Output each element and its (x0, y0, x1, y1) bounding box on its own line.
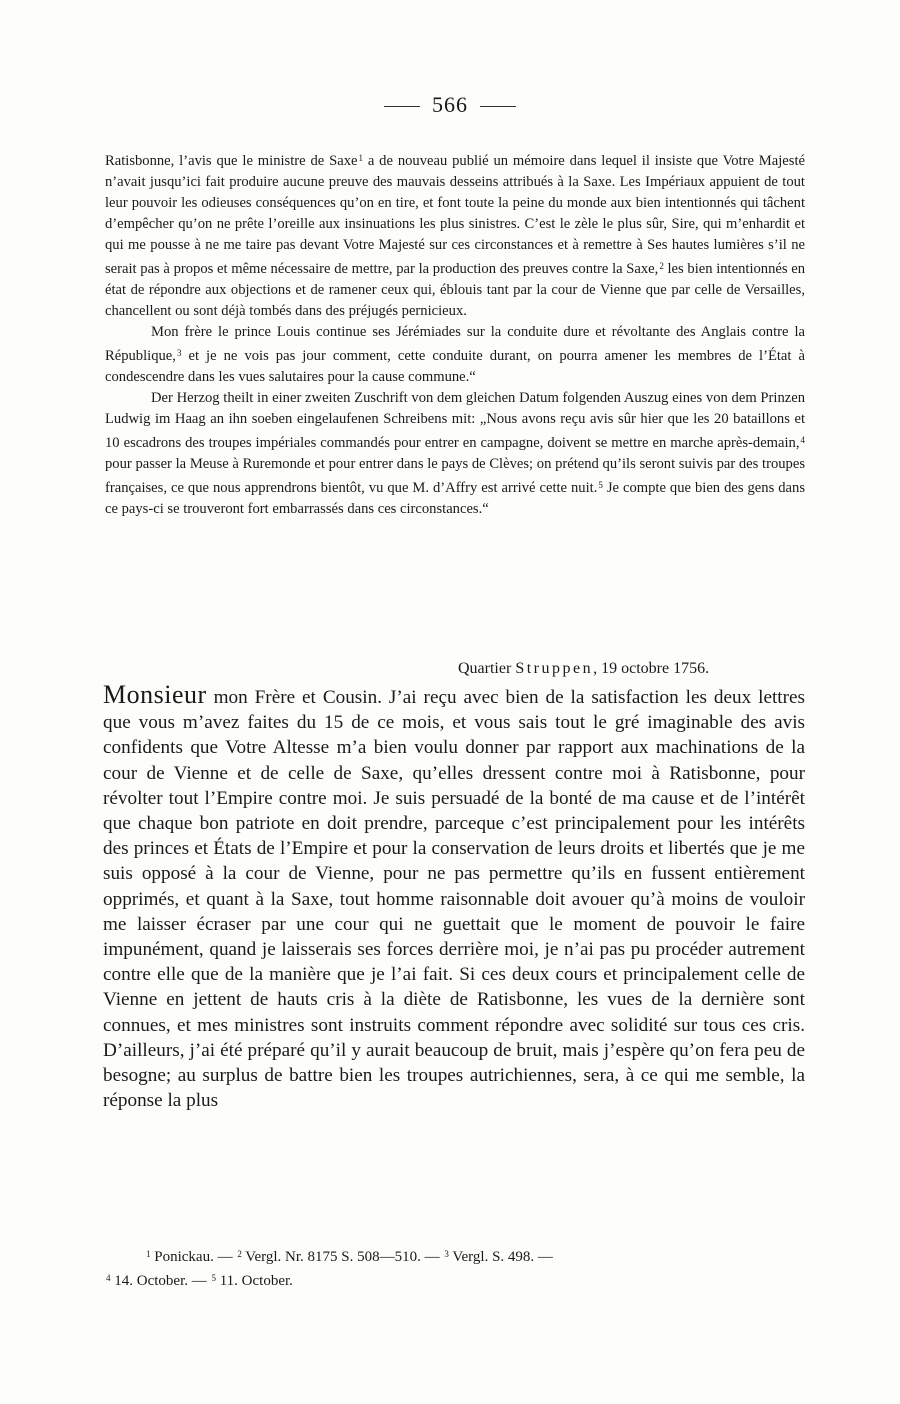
dateline-prefix: Quartier (458, 660, 516, 677)
footnote-1: Ponickau. — (150, 1249, 237, 1265)
footnote-mark-4: 4 (106, 1273, 111, 1283)
text-run: pour passer la Meuse à Ruremonde et pour entrer dans le pays de Clèves; on prétend qu’ils seront suivis par des troupes françaises, ce que nous apprendrons bientôt, vu que M. d’Affry est arrivé cette nuit. (105, 456, 805, 496)
text-run: Mon frère le prince Louis continue ses Jérémiades sur la conduite dure et révoltante des Anglais contre la République, (105, 324, 805, 364)
footnote-2: Vergl. Nr. 8175 S. 508—510. — (241, 1249, 444, 1265)
footnote-ref-1: 1 (358, 153, 363, 163)
letter-salutation-initial: Monsieur (103, 680, 207, 709)
page-number-dash-left (384, 106, 420, 107)
footnote-5: 11. October. (215, 1273, 293, 1289)
footnote-mark-1: 1 (146, 1249, 151, 1259)
page-number-dash-right (480, 106, 516, 107)
quoted-paragraph-2 (105, 322, 805, 388)
footnote-mark-5: 5 (211, 1273, 216, 1283)
footnote-line-2 (105, 1268, 805, 1292)
text-run: et je ne vois pas jour comment, cette conduite durant, on pourra amener les membres de l’État à condescendre dans les vues salutaires pour la cause commune.“ (105, 348, 805, 385)
text-run: a de nouveau publié un mémoire dans lequel il insiste que Votre Majesté n’avait jusqu’ici fait produire aucune preuve des mauvais desseins attribués à la Saxe. Les Impériaux appuient de tout leur pouvoir les odieuses conséquences qu’on en tire, et font toute la peine du monde aux bien intentionnés qui tâchent d’empêcher qu’on ne prête l’oreille aux insinuations les plus sinistres. C’est le zèle le plus sûr, Sire, qui m’enhardit et qui me pousse à ne me taire pas devant Votre Majesté sur ces circonstances et à remettre à Ses hautes lumières s’il ne serait pas à propos et même nécessaire de mettre, par la production des preuves contre la Saxe, (105, 153, 805, 277)
letter-dateline (458, 660, 788, 678)
quoted-paragraph-3 (105, 388, 805, 520)
text-run: les bien intentionnés en état de répondre aux objections et de ramener ceux qui, éblouis tant par la cour de Vienne que par celle de Versailles, chancellent ou sont déjà tombés dans des préjugés pernicieux. (105, 261, 805, 319)
quoted-paragraph-1 (105, 148, 805, 322)
page-number-text: 566 (432, 92, 468, 117)
text-run: Ratisbonne, l’avis que le ministre de Saxe (105, 153, 358, 169)
footnote-mark-2: 2 (237, 1249, 242, 1259)
letter-paragraph (103, 682, 805, 1113)
footnotes (105, 1244, 805, 1292)
footnote-ref-5: 5 (598, 480, 603, 490)
footnote-ref-2: 2 (659, 261, 664, 271)
footnote-4: 14. October. — (110, 1273, 211, 1289)
footnote-mark-3: 3 (444, 1249, 449, 1259)
footnote-line-1 (105, 1244, 805, 1268)
page-number (0, 92, 900, 118)
letter-text: mon Frère et Cousin. J’ai reçu avec bien de la satisfaction les deux lettres que vous m’avez faites du 15 de ce mois, et vous sais tout le gré imaginable des avis confidents que Votre Altesse m’a bien voulu donner par rapport aux machinations de la cour de Vienne et de celle de Saxe, qu’elles dressent contre moi à Ratisbonne, pour révolter tout l’Empire contre moi. Je suis persuadé de la bonté de ma cause et de l’intérêt que chaque bon patriote en doit prendre, parceque c’est principalement pour les intérêts des princes et États de l’Empire et pour la conservation de leurs droits et libertés que je me suis opposé à la cour de Vienne, pour ne pas permettre qu’ils en fussent entièrement opprimés, et quant à la Saxe, tout homme raisonnable doit avouer qu’à moins de vouloir me laisser écraser par une cour qui ne guettait que le moment de pouvoir le faire impunément, quand je laisserais ses forces derrière moi, je n’ai pas pu procéder autrement contre elle que de la manière que je l’ai fait. Si ces deux cours et principalement celle de Vienne en jettent de hauts cris à la diète de Ratisbonne, les vues de la dernière sont connues, et mes ministres sont instruits comment répondre avec solidité sur tous ces cris. D’ailleurs, j’ai été préparé qu’il y aurait beaucoup de bruit, mais j’espère qu’on fera peu de besogne; au surplus de battre bien les troupes autrichiennes, sera, à ce qui me semble, la réponse la plus (103, 687, 805, 1112)
dateline-date: , 19 octobre 1756. (593, 660, 710, 677)
footnote-3: Vergl. S. 498. — (448, 1249, 553, 1265)
text-run: Je compte que bien des gens dans ce pays-ci se trouveront fort embarrassés dans ces circonstances.“ (105, 480, 805, 517)
dateline-place: Struppen (515, 660, 594, 677)
text-run: Der Herzog theilt in einer zweiten Zuschrift von dem gleichen Datum folgenden Auszug eines von dem Prinzen Ludwig im Haag an ihn soeben eingelaufenen Schreibens mit: „Nous avons reçu avis sûr hier que les 20 bataillons et 10 escadrons des troupes impériales commandés pour entrer en campagne, doivent se mettre en marche après-demain, (105, 390, 805, 451)
quoted-letter-block (105, 148, 805, 520)
footnote-ref-4: 4 (800, 435, 805, 445)
footnote-ref-3: 3 (176, 348, 182, 358)
letter-body (103, 682, 805, 1113)
